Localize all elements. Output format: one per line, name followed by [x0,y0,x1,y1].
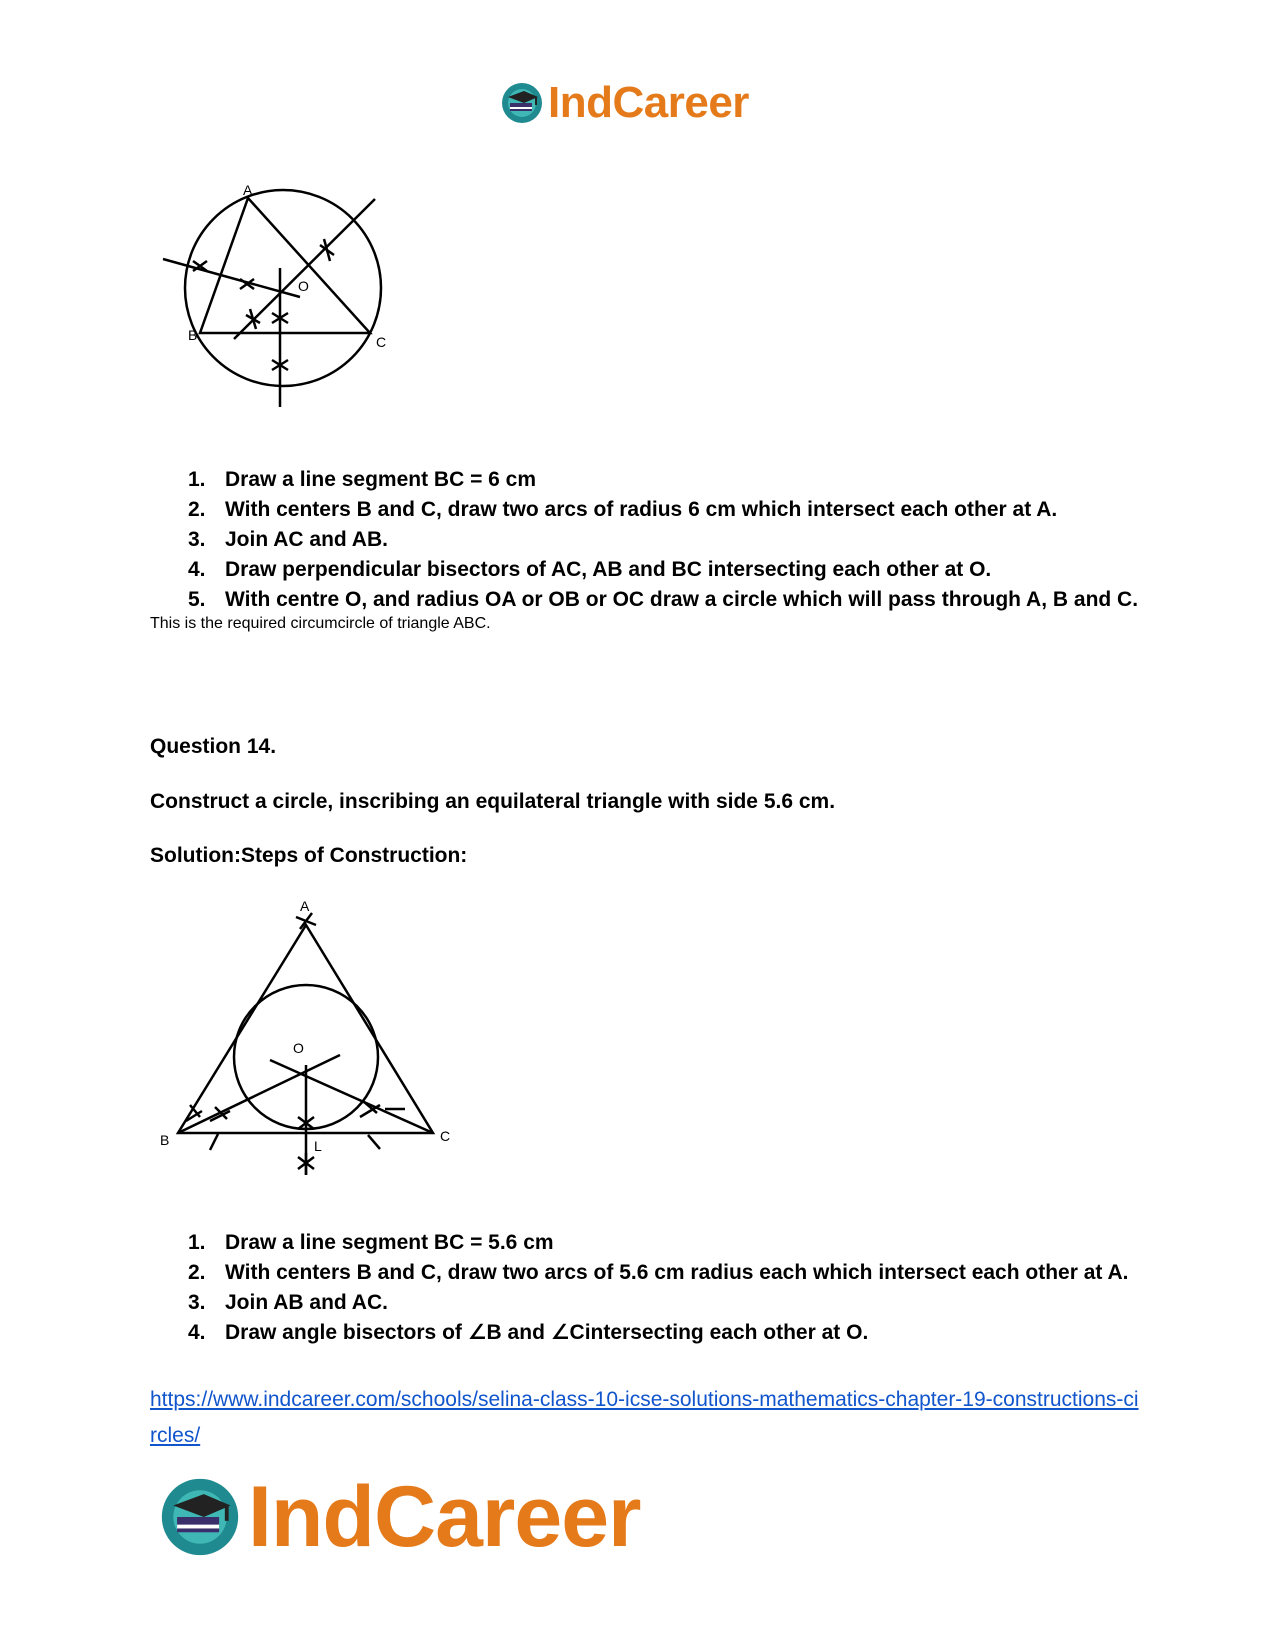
source-link[interactable]: https://www.indcareer.com/schools/selina-class-10-icse-solutions-mathematics-chapter-19-constructions-circles/ [150,1388,1139,1447]
graduation-book-icon [500,81,544,125]
incircle-figure [150,895,460,1185]
logo-text: IndCareer [548,78,749,127]
circumcircle [185,190,381,386]
question-number: Question 14. [150,735,277,758]
triangle-abc [200,198,370,333]
label-c: C [440,1128,451,1144]
step-item: 2. With centers B and C, draw two arcs of radius 6 cm which intersect each other at A. [188,498,1058,521]
bisector-c [270,1060,433,1133]
label-o: O [293,1040,304,1056]
step-item: 1. Draw a line segment BC = 5.6 cm [188,1231,554,1254]
footer-logo [158,1468,641,1565]
bisector-ac [234,199,375,339]
steps-conclusion: This is the required circumcircle of triangle ABC. [150,615,491,632]
question-text: Construct a circle, inscribing an equilateral triangle with side 5.6 cm. [150,790,836,813]
step-item: 4. Draw perpendicular bisectors of AC, AB and BC intersecting each other at O. [188,558,992,581]
step-item: 2. With centers B and C, draw two arcs of 5.6 cm radius each which intersect each other at A. [188,1261,1129,1284]
label-b: B [188,327,198,343]
label-b: B [160,1132,170,1148]
label-a: A [300,898,310,914]
step-item: 4. Draw angle bisectors of ∠B and ∠Cintersecting each other at O. [188,1321,869,1344]
steps-list-2 [150,1228,1140,1348]
label-a: A [243,185,253,198]
solution-heading: Solution:Steps of Construction: [150,844,468,867]
step-item: 3. Join AB and AC. [188,1291,388,1314]
graduation-book-icon [158,1475,242,1559]
step-item: 5. With centre O, and radius OA or OB or OC draw a circle which will pass through A, B and C. [188,588,1139,611]
step-item: 3. Join AC and AB. [188,528,388,551]
steps-list-1 [150,465,1140,633]
step-item: 1. Draw a line segment BC = 6 cm [188,468,537,491]
label-o: O [298,278,309,294]
circumcircle-figure [160,185,420,425]
header-logo [500,78,749,128]
logo-text: IndCareer [248,1468,641,1565]
label-l: L [314,1138,322,1154]
label-c: C [376,334,387,350]
